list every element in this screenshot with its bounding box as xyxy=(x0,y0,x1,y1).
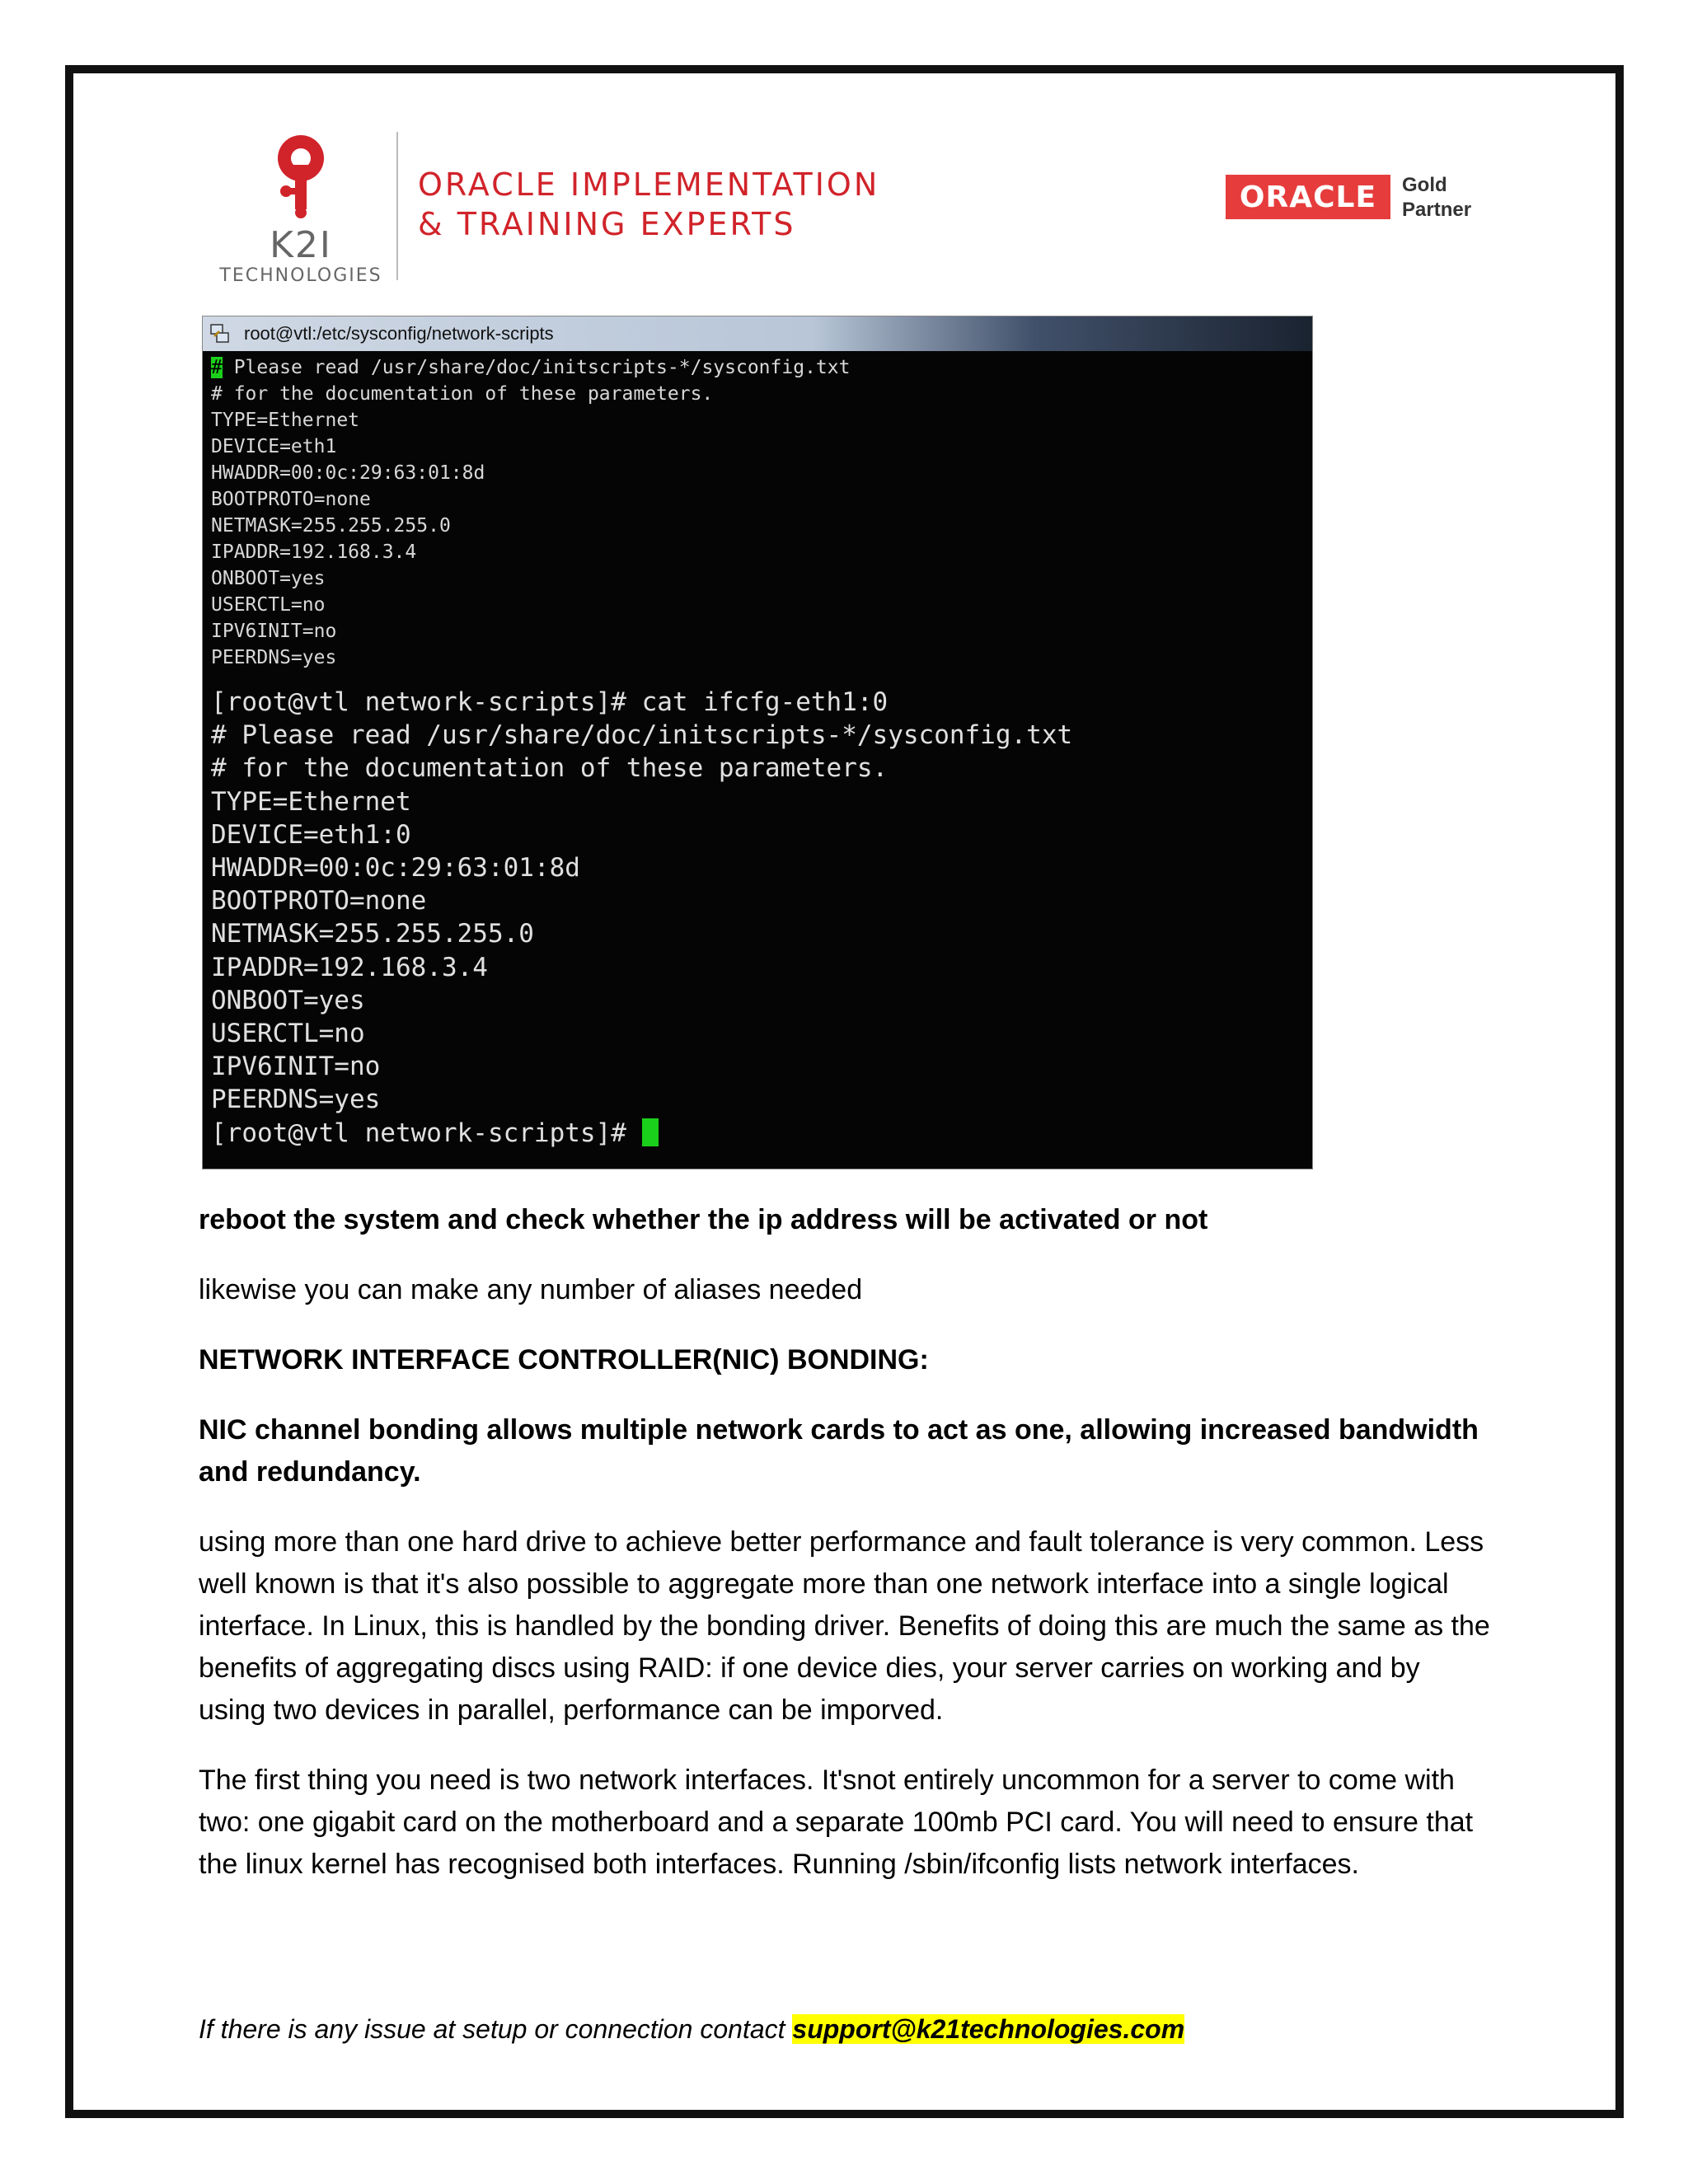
terminal-line: IPADDR=192.168.3.4 xyxy=(211,952,488,982)
tagline-line-2: & TRAINING EXPERTS xyxy=(418,206,796,242)
oracle-logo: ORACLE xyxy=(1226,175,1390,219)
terminal-line: PEERDNS=yes xyxy=(211,1085,381,1115)
interfaces-requirement: The first thing you need is two network interfaces. It'snot entirely uncommon for a server to come with two: one gigabit card on the motherboard and a separate 100mb PCI card. You will need to ensure that the linux kernel has recognised both interfaces. Running /sbin/ifconfig lists network interfaces. xyxy=(199,1765,1474,1880)
terminal-line: DEVICE=eth1 xyxy=(211,436,337,457)
terminal-line: PEERDNS=yes xyxy=(211,647,337,668)
terminal-line: Please read /usr/share/doc/initscripts-*/sysconfig.txt xyxy=(222,357,851,378)
terminal-line: IPV6INIT=no xyxy=(211,621,337,642)
section-heading: NETWORK INTERFACE CONTROLLER(NIC) BONDING: xyxy=(199,1344,929,1376)
gold-label: Gold xyxy=(1402,174,1447,196)
terminal-line: NETMASK=255.255.255.0 xyxy=(211,515,451,537)
terminal-line: USERCTL=no xyxy=(211,594,326,616)
terminal-prompt: [root@vtl network-scripts]# xyxy=(211,1118,642,1148)
terminal-titlebar xyxy=(203,316,1312,351)
header-tagline xyxy=(418,165,879,244)
document-body xyxy=(199,1199,1493,1914)
gold-partner-label xyxy=(1402,173,1471,223)
terminal-cursor xyxy=(642,1118,659,1146)
terminal-line: [root@vtl network-scripts]# cat ifcfg-eth1:0 xyxy=(211,687,889,717)
terminal-line: # Please read /usr/share/doc/initscripts-*/sysconfig.txt xyxy=(211,720,1073,751)
terminal-line: ONBOOT=yes xyxy=(211,985,365,1015)
terminal-line: USERCTL=no xyxy=(211,1019,365,1049)
terminal-line: TYPE=Ethernet xyxy=(211,786,411,817)
k21-logo xyxy=(210,132,392,288)
bonding-summary: NIC channel bonding allows multiple network cards to act as one, allowing increased bandwidth and redundancy. xyxy=(199,1414,1479,1488)
terminal-large-output xyxy=(211,686,1304,1150)
terminal-line: # for the documentation of these parameters. xyxy=(211,383,714,405)
terminal-line: ONBOOT=yes xyxy=(211,568,326,589)
terminal-line: DEVICE=eth1:0 xyxy=(211,819,411,850)
terminal-small-output xyxy=(211,354,1304,671)
footer-text: If there is any issue at setup or connection contact xyxy=(199,2014,793,2044)
k21-logo-icon xyxy=(268,132,334,223)
terminal-line: IPADDR=192.168.3.4 xyxy=(211,541,417,563)
header xyxy=(210,124,1496,288)
k21-logo-text: K2I xyxy=(270,224,332,266)
terminal-output xyxy=(211,354,1304,1169)
terminal-line: HWADDR=00:0c:29:63:01:8d xyxy=(211,462,485,484)
header-divider xyxy=(396,132,398,280)
partner-label: Partner xyxy=(1402,199,1472,221)
tagline-line-1: ORACLE IMPLEMENTATION xyxy=(418,166,880,203)
support-email-link[interactable]: support@k21technologies.com xyxy=(792,2014,1185,2044)
footer-contact xyxy=(199,2011,1184,2047)
k21-logo-subtitle: TECHNOLOGIES xyxy=(219,265,382,286)
terminal-line: IPV6INIT=no xyxy=(211,1052,381,1082)
terminal-line: HWADDR=00:0c:29:63:01:8d xyxy=(211,853,580,883)
terminal-title: root@vtl:/etc/sysconfig/network-scripts xyxy=(244,323,554,344)
terminal-line: TYPE=Ethernet xyxy=(211,410,360,431)
putty-terminal-icon xyxy=(209,323,231,344)
terminal-screenshot xyxy=(202,316,1313,1169)
bonding-description: using more than one hard drive to achieve better performance and fault tolerance is very common. Less well known is that it's also possible to aggregate more than one network interface into a single logical interface. In Linux, this is handled by the bonding driver. Benefits of doing this are much the same as the benefits of aggregating discs using RAID: if one device dies, your server carries on working and by using two devices in parallel, performance can be imporved. xyxy=(199,1526,1490,1726)
terminal-line: BOOTPROTO=none xyxy=(211,886,427,916)
aliases-note: likewise you can make any number of aliases needed xyxy=(199,1274,863,1305)
reboot-instruction: reboot the system and check whether the ip address will be activated or not xyxy=(199,1204,1208,1235)
terminal-line: BOOTPROTO=none xyxy=(211,489,371,510)
terminal-line: # for the documentation of these parameters. xyxy=(211,753,889,784)
terminal-hash-cursor: # xyxy=(211,357,223,378)
terminal-line: NETMASK=255.255.255.0 xyxy=(211,919,534,949)
